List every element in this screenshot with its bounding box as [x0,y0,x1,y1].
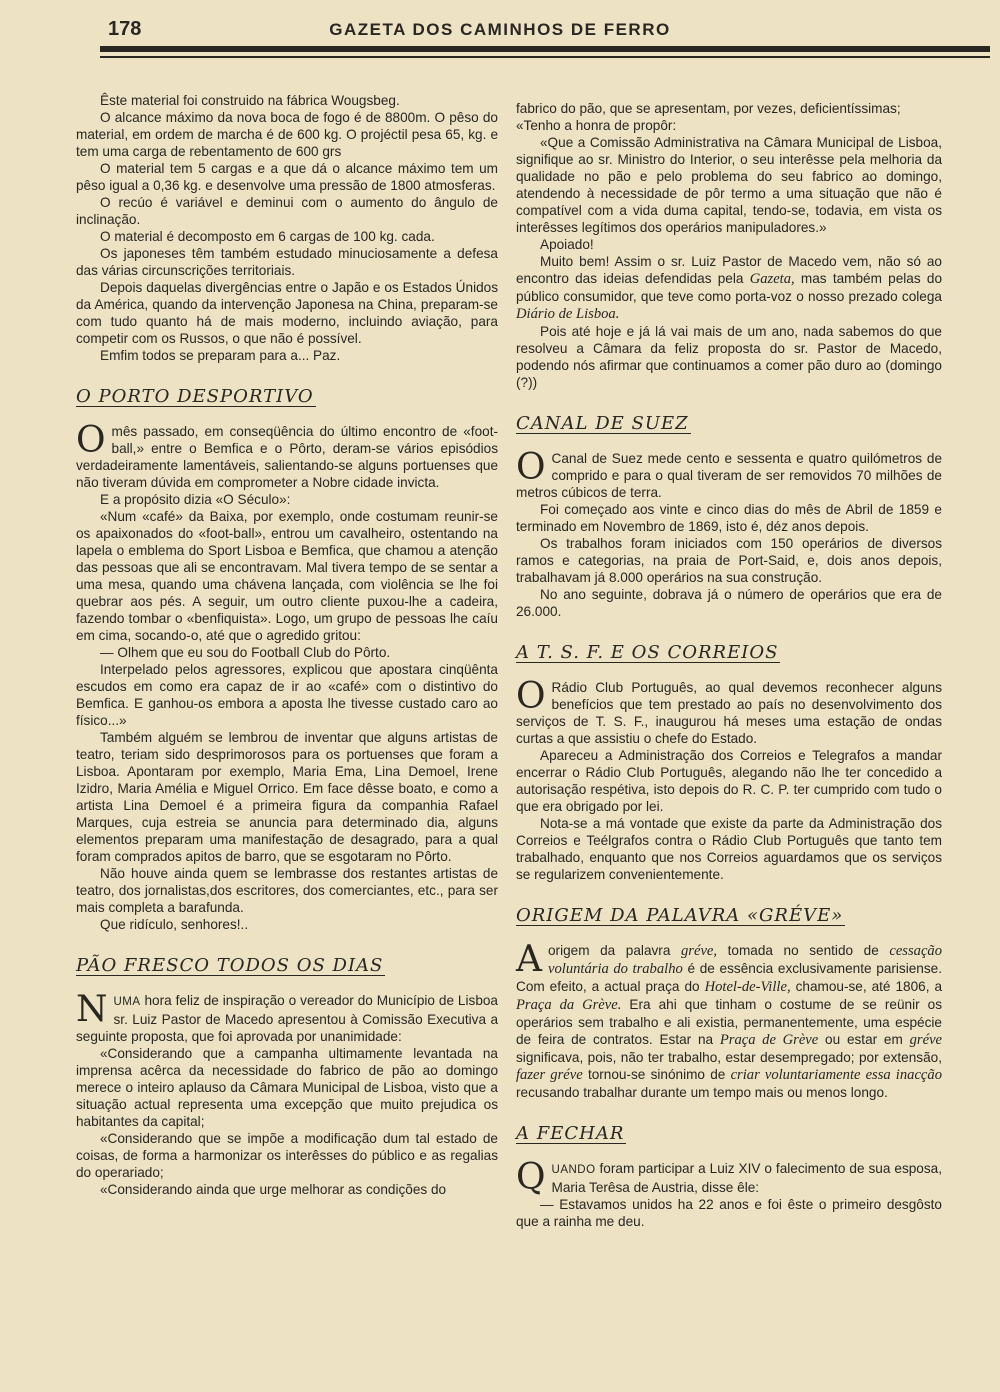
paragraph: O recúo é variável e deminui com o aumento do ângulo de inclinação. [76,195,498,227]
text-run: é de essência exclusivamente parisiense. Com efeito, a actual praça do [516,961,942,994]
paragraph [76,420,498,491]
paragraph: Emfim todos se preparam para a... Paz. [100,348,341,363]
paragraph: «Considerando ainda que urge melhorar as condições do [100,1182,447,1197]
drop-cap: O [516,447,546,488]
section-a-fechar [516,1101,942,1230]
paragraph [516,939,943,1101]
text-run: significava, pois, não ter trabalho, estar desempregado; por extensão, [516,1050,942,1065]
paragraph: Apoiado! [540,237,594,252]
text-run: ou estar em [825,1032,903,1047]
left-column [76,92,498,1198]
italic-text: gréve, [680,943,718,959]
section-pao-fresco [76,933,498,1198]
text-run: tornou-se sinónimo de [587,1067,726,1082]
italic-text: criar voluntariamente essa inacção [730,1067,943,1083]
header-rule-thin [100,56,990,58]
lead-caps: UANDO [551,1164,596,1176]
section-heading: O PORTO DESPORTIVO [76,386,314,407]
paragraph: O alcance máximo da nova boca de fogo é de 8800m. O pêso do material, em ordem de marcha é de 600 kg. O projéctil pesa 65, kg. e tem uma carga de rebentamento de 600 grs [76,110,498,159]
italic-text: Gazeta, [749,271,795,287]
drop-cap: A [516,939,542,980]
paragraph: «Num «café» da Baixa, por exemplo, onde costumam reunir-se os apaixonados do «foot-ball», entrou um cavalheiro, ostentando na lapela o emblema do Sport Lisboa e Bemfica, que chamou a atenção das pessoas que ali se encontravam. Mal tivera tempo de se sentar a uma mesa, quando uma chávena lançada, com violência se lhe foi quebrar aos pés. A seguir, um outro cliente puxou-lhe a cadeira, fazendo tombar o «benfiquista». Logo, um grupo de pessoas lhe caíu em cima, socando-o, até que o agredido gritou: [76,509,498,643]
italic-text: gréve [909,1032,943,1048]
italic-text: Diário de Lisboa. [516,306,620,322]
text-run: Era ahi que tinham o costume de se reünir os operários sem trabalho e ali existia, permanentemente, uma espécie de feira de contratos. Estar na [516,997,943,1047]
intro-article [76,92,498,364]
paragraph: Depois daquelas divergências entre o Japão e os Estados Únidos da América, quando da intervenção Japonesa na China, preparam-se com tudo quanto há de mais moderno, incluindo aviação, para competir com os Russos, o que não é possível. [76,280,498,346]
paragraph-text: foram participar a Luiz XIV o falecimento de sua esposa, Maria Terêsa de Austria, disse êle: [551,1161,942,1195]
text-run: recusando trabalhar durante um tempo mais ou menos longo. [516,1085,888,1100]
italic-text: Praça de Grève [719,1032,819,1048]
paragraph: Que ridículo, senhores!.. [100,917,249,932]
section-tsf-correios [516,620,942,883]
italic-text: cessação voluntária do trabalho [548,943,943,977]
section-heading: CANAL DE SUEZ [516,413,689,434]
section-heading: A FECHAR [516,1123,625,1144]
italic-text: Hotel-de-Ville, [704,979,791,995]
paragraph-text: Rádio Club Português, ao qual devemos reconhecer alguns benefícios que tem prestado ao país no desenvolvimento dos serviços de T. S. F., inaugurou há meses uma estação de ondas curtas a que assistiu o chefe do Estado. [516,680,942,746]
paragraph: Foi começado aos vinte e cinco dias do mês de Abril de 1859 e terminado em Novembro de 1869, isto é, déz anos depois. [516,502,942,534]
header-rule [100,46,990,52]
masthead: GAZETA DOS CAMINHOS DE FERRO [329,20,671,39]
paragraph: — Estavamos unidos ha 22 anos e foi êste o primeiro desgôsto que a rainha me deu. [516,1197,942,1229]
paragraph: fabrico do pão, que se apresentam, por vezes, deficientíssimas; [516,101,901,116]
paragraph [516,253,942,323]
drop-cap: O [76,420,106,461]
section-heading: A T. S. F. E OS CORREIOS [516,642,779,663]
paragraph-text: mas também pelas do público consumidor, que teve como porta-voz o nosso prezado colega [516,271,942,304]
paragraph [76,989,498,1045]
paragraph: «Tenho a honra de propôr: [516,118,677,133]
section-heading: PÃO FRESCO TODOS OS DIAS [76,955,384,976]
paragraph: «Considerando que se impõe a modificação dum tal estado de coisas, de forma a harmonizar os interêsses do público e as regalias do operariado; [76,1131,498,1180]
paragraph: «Considerando que a campanha ultimamente levantada na imprensa acêrca da necessidade do fabrico de pão ao domingo merece o inteiro aplauso da Câmara Municipal de Lisboa, visto que a situação actual representa uma excepção que muito prejudica os habitantes da capital; [76,1046,498,1129]
paragraph: E a propósito dizia «O Século»: [100,492,291,507]
lead-caps: UMA [113,996,141,1008]
text-run: chamou-se, até 1806, a [795,979,943,994]
paragraph: Também alguém se lembrou de inventar que alguns artistas de teatro, teriam sido desprimorosos para os portuenses que foram a Lisboa. Apontaram por exemplo, Maria Ema, Lina Demoel, Irene Izidro, Maria Amélia e Miguel Orrico. Em face dêsse boato, e como a artista Lina Demoel é a primeira figura da companhia Rafael Marques, cuja estreia se anuncia para determinado dia, alguns elementos preparam uma manifestação de desagrado, para a qual foram comprados apitos de barro, que se esgotaram no Pôrto. [76,730,498,864]
text-run: origem da palavra [548,943,671,958]
paragraph-text: hora feliz de inspiração o vereador do Município de Lisboa sr. Luiz Pastor de Macedo apresentou à Comissão Executiva a seguinte proposta, que foi aprovada por unanimidade: [76,993,498,1044]
paragraph: Interpelado pelos agressores, explicou que apostara cinqüênta escudos em como era capaz de ir ao «café» com o distintivo do Bemfica. E ganhou-os embora a aposta lhe tivesse custado caro ao físico...» [76,662,498,728]
paragraph [516,1157,942,1198]
italic-text: Praça da Grève. [516,997,622,1013]
paragraph [516,447,942,501]
page-header [0,0,1000,70]
paragraph: Apareceu a Administração dos Correios e Telegrafos a mandar encerrar o Rádio Club Português, alegando não lhe ter concedido a autorisação respétiva, isto depois do R. C. P. ter cumprido com tudo o que era obrigado por lei. [516,748,942,814]
paragraph: No ano seguinte, dobrava já o número de operários que era de 26.000. [516,587,942,619]
paragraph: — Olhem que eu sou do Football Club do Pôrto. [100,645,391,660]
section-canal-de-suez [516,391,942,620]
paragraph [516,676,942,747]
right-column [516,100,942,1230]
paragraph: Os trabalhos foram iniciados com 150 operários de diversos ramos e categorias, na praia de Port-Said, e, dois anos depois, trabalhavam já 8.000 operários na sua construção. [516,536,942,585]
section-porto-desportivo [76,364,498,933]
drop-cap: Q [516,1157,546,1198]
text-run: tomada no sentido de [727,943,879,958]
section-heading: ORIGEM DA PALAVRA «GRÉVE» [516,905,844,926]
paragraph: O material é decomposto em 6 cargas de 100 kg. cada. [100,229,435,244]
paragraph: Pois até hoje e já lá vai mais de um ano, nada sabemos do que resolveu a Câmara da feliz proposta do sr. Pastor de Macedo, podendo nós afirmar que continuamos a comer pão duro ao (domingo (?)) [516,324,942,390]
drop-cap: N [76,989,108,1030]
paragraph: Os japoneses têm também estudado minuciosamente a defesa das várias circunscrições territoriais. [76,246,498,278]
paragraph: Não houve ainda quem se lembrasse dos restantes artistas de teatro, dos jornalistas,dos escritores, dos comerciantes, etc., para ser mais completa a barafunda. [76,866,498,915]
page-number: 178 [108,18,142,40]
paragraph: Êste material foi construido na fábrica Wougsbeg. [100,93,400,108]
paragraph-text: Canal de Suez mede cento e sessenta e quatro quilómetros de comprido e para o qual tiveram de ser removidos 70 milhões de metros cúbicos de terra. [516,451,942,500]
section-origem-greve [516,883,942,1101]
paragraph-text: mês passado, em conseqüência do último encontro de «foot-ball,» entre o Bemfica e o Pôrto, deram-se vários episódios verdadeiramente lamentáveis, salientando-se alguns portuenses que não tiveram dúvida em comprometer a Nobre cidade invicta. [76,424,498,490]
paragraph: O material tem 5 cargas e a que dá o alcance máximo tem um pêso igual a 0,36 kg. e desenvolve uma pressão de 1800 atmosferas. [76,161,498,193]
paragraph: «Que a Comissão Administrativa na Câmara Municipal de Lisboa, signifique ao sr. Ministro do Interior, o seu interêsse pela melhoria da qualidade no pão e pelo problema do seu fabrico ao domingo, atendendo à necessidade de pôr termo a uma situação que não é compatível com a vida duma capital, tendo-se, todavia, em vista os interêsses legítimos dos operários manipuladores.» [516,135,942,235]
drop-cap: O [516,676,546,717]
italic-text: fazer gréve [516,1067,583,1083]
paragraph-text: Muito bem! Assim o sr. Luiz Pastor de Macedo vem, não só ao encontro das ideias defendidas pela [516,254,942,286]
section-pao-fresco-continued [516,100,942,391]
paragraph: Nota-se a má vontade que existe da parte da Administração dos Correios e Teélgrafos contra o Rádio Club Português que tanto tem trabalhado, enquanto que nos Correios aguardamos que os serviços se regularizem convenientemente. [516,816,942,882]
